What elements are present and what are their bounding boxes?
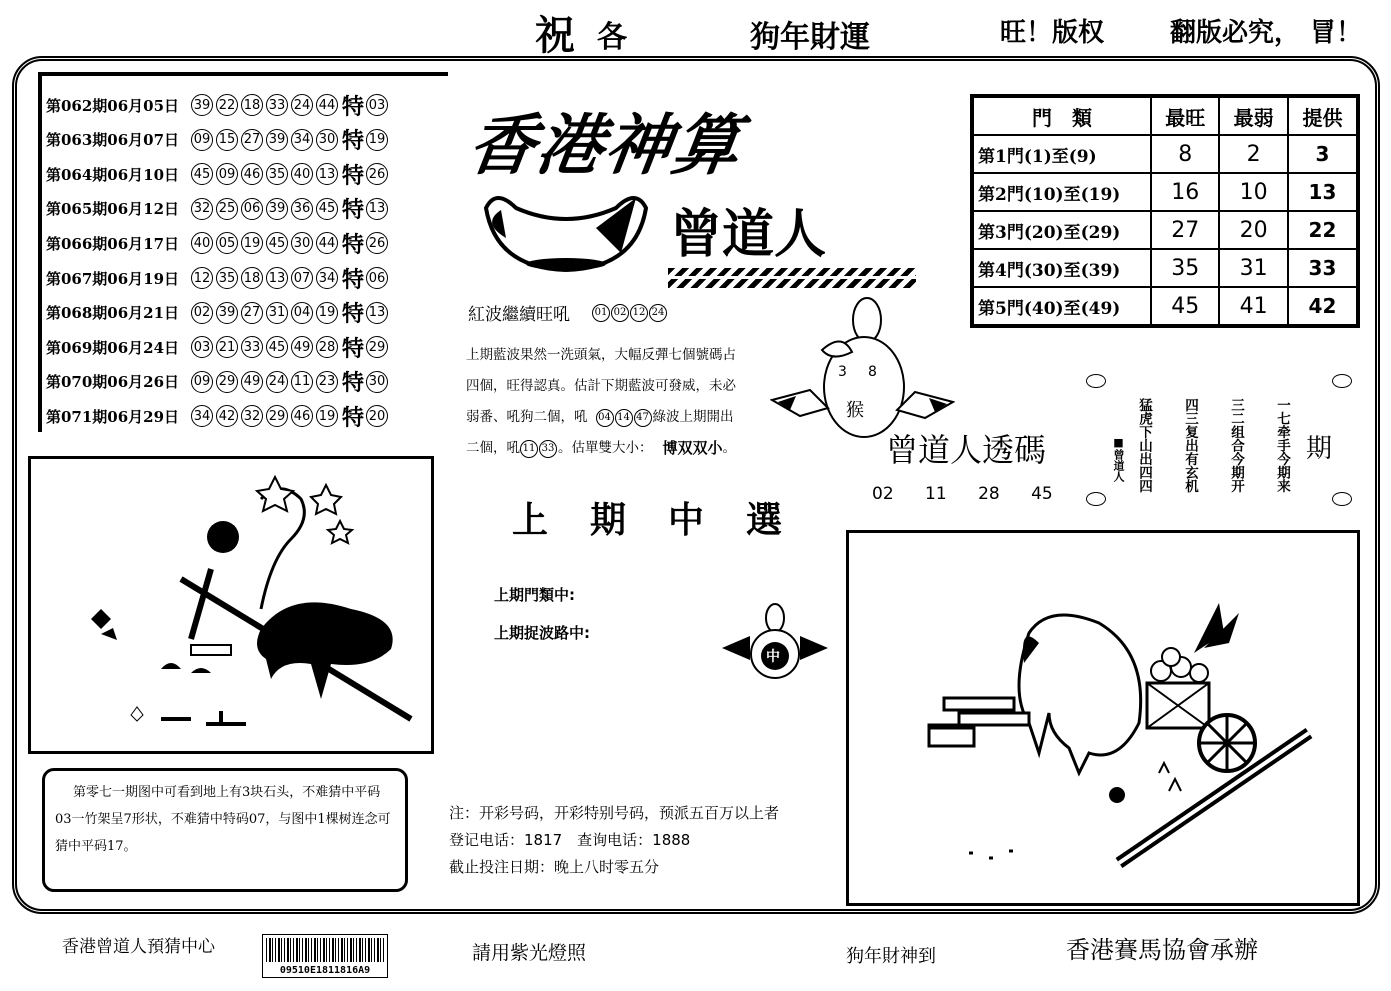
special-label: 特 (342, 197, 365, 224)
doors-row (972, 135, 1358, 173)
special-number-ball: 06 (366, 267, 388, 289)
number-ball: 33 (241, 336, 263, 358)
analysis-line-3a: 弱番、吼狗二個，吼 (466, 409, 588, 425)
number-ball: 34 (291, 129, 313, 151)
monkey-number-1: 3 (838, 364, 847, 380)
number-ball: 04 (291, 302, 313, 324)
odd-even-prediction: 博双双小 (662, 439, 723, 457)
monkey-char: 猴 (846, 400, 864, 421)
riddle-hint-text: 第零七一期图中可看到地上有3块石头，不难猜中平码03一竹架呈7形状，不难猜中特码07，与图中1棵树连念可猜中平码17。 (55, 785, 391, 854)
small-number-ball: 33 (539, 440, 557, 458)
small-number-ball: 12 (630, 304, 648, 322)
history-row (46, 192, 391, 226)
special-number-ball: 26 (366, 232, 388, 254)
doors-cell-door: 第3門(20)至(29) (972, 211, 1151, 249)
doors-row (972, 249, 1358, 287)
number-ball: 27 (241, 302, 263, 324)
number-ball: 18 (241, 267, 263, 289)
history-results (38, 72, 448, 432)
poem-author: ■曾道人 (1112, 436, 1125, 482)
number-ball: 06 (241, 198, 263, 220)
analysis-line-4a: 二個，吼 (466, 440, 520, 456)
decor-oval (1086, 492, 1106, 506)
special-label: 特 (342, 162, 365, 189)
number-ball: 44 (316, 232, 338, 254)
doors-cell-provide: 22 (1288, 211, 1358, 249)
doors-cell-door: 第4門(30)至(39) (972, 249, 1151, 287)
riddle-picture-left (28, 456, 434, 754)
small-number-ball: 01 (592, 304, 610, 322)
history-row (46, 399, 391, 433)
analysis-line-2: 四個，旺得認真。估計下期藍波可發威，未必 (466, 378, 736, 394)
banner-text-2: 狗年財運 (750, 20, 870, 55)
history-row-label: 第062期06月05日 (46, 96, 180, 115)
poem-line-4: 猛虎下山出四四 (1136, 398, 1152, 493)
small-number-ball: 11 (520, 440, 538, 458)
number-ball: 40 (191, 232, 213, 254)
history-row-label: 第067期06月19日 (46, 269, 180, 288)
doors-cell-max: 35 (1151, 249, 1219, 287)
doors-cell-min: 20 (1219, 211, 1287, 249)
number-ball: 33 (266, 94, 288, 116)
banner-text-5: 冒！ (1310, 18, 1363, 48)
special-label: 特 (342, 404, 365, 431)
special-number-ball: 20 (366, 405, 388, 427)
number-ball: 46 (241, 163, 263, 185)
number-ball: 30 (291, 232, 313, 254)
doors-row (972, 287, 1358, 326)
banner-blessing-char: 祝 (535, 12, 575, 59)
number-ball: 22 (216, 94, 238, 116)
number-ball: 46 (291, 405, 313, 427)
footer-dog-year: 狗年財神到 (846, 946, 936, 967)
analysis-line-3b: 綠波上期開出 (652, 409, 734, 425)
doors-cell-min: 31 (1219, 249, 1287, 287)
subtitle: 曾道人 (670, 204, 827, 265)
number-ball: 30 (316, 129, 338, 151)
special-number-ball: 13 (366, 302, 388, 324)
banner-text-4: 翻版必究， (1170, 18, 1301, 48)
special-label: 特 (342, 266, 365, 293)
analysis-line-4-balls (520, 440, 558, 458)
number-ball: 35 (216, 267, 238, 289)
special-label: 特 (342, 335, 365, 362)
reveal-numbers: 02 11 28 45 (872, 484, 1053, 504)
number-ball: 21 (216, 336, 238, 358)
notes-line-3: 截止投注日期：晚上八时零五分 (449, 858, 660, 876)
number-ball: 40 (291, 163, 313, 185)
doors-cell-door: 第1門(1)至(9) (972, 135, 1151, 173)
number-ball: 39 (216, 302, 238, 324)
number-ball: 24 (266, 371, 288, 393)
number-ball: 29 (266, 405, 288, 427)
history-row (46, 296, 391, 330)
number-ball: 11 (291, 371, 313, 393)
special-label: 特 (342, 231, 365, 258)
doors-cell-min: 10 (1219, 173, 1287, 211)
special-number-ball: 29 (366, 336, 388, 358)
barcode (262, 934, 388, 978)
special-number-ball: 03 (366, 94, 388, 116)
special-label: 特 (342, 128, 365, 155)
decor-oval (1086, 374, 1106, 388)
footer-jockey-club: 香港賽馬協會承辦 (1066, 936, 1258, 964)
doors-cell-max: 16 (1151, 173, 1219, 211)
doors-cell-door: 第2門(10)至(19) (972, 173, 1151, 211)
history-row-label: 第066期06月17日 (46, 234, 180, 253)
history-row (46, 123, 391, 157)
last-wave-label: 上期捉波路中: (494, 624, 590, 642)
special-number-ball: 13 (366, 198, 388, 220)
doors-cell-provide: 13 (1288, 173, 1358, 211)
history-row-label: 第065期06月12日 (46, 200, 180, 219)
decor-stripe-gap (668, 276, 916, 279)
doors-header-cell: 最旺 (1151, 96, 1219, 135)
history-row-label: 第071期06月29日 (46, 407, 180, 426)
number-ball: 39 (266, 129, 288, 151)
analysis-line-3 (466, 402, 766, 433)
number-ball: 45 (266, 232, 288, 254)
decor-oval (1332, 492, 1352, 506)
doors-cell-provide: 33 (1288, 249, 1358, 287)
doors-cell-min: 2 (1219, 135, 1287, 173)
lottery-notes (449, 800, 779, 881)
number-ball: 28 (316, 336, 338, 358)
special-label: 特 (342, 370, 365, 397)
special-number-ball: 26 (366, 163, 388, 185)
doors-table (970, 94, 1360, 328)
zhong-gourd-icon (720, 598, 830, 687)
number-ball: 34 (316, 267, 338, 289)
doors-header-row (972, 96, 1358, 135)
gold-ingot-icon (476, 178, 656, 282)
ribbon-right-icon (895, 382, 955, 426)
number-ball: 35 (266, 163, 288, 185)
number-ball: 25 (216, 198, 238, 220)
doors-header-cell: 最弱 (1219, 96, 1287, 135)
number-ball: 49 (241, 371, 263, 393)
number-ball: 07 (291, 267, 313, 289)
number-ball: 27 (241, 129, 263, 151)
doors-cell-max: 27 (1151, 211, 1219, 249)
doors-header-cell: 提供 (1288, 96, 1358, 135)
small-number-ball: 02 (611, 304, 629, 322)
number-ball: 34 (191, 405, 213, 427)
monkey-number-2: 8 (868, 364, 877, 380)
special-number-ball: 19 (366, 129, 388, 151)
doors-header-cell: 門 類 (972, 96, 1151, 135)
poem-line-3: 四三复出有玄机 (1182, 398, 1198, 493)
doors-row (972, 173, 1358, 211)
number-ball: 42 (216, 405, 238, 427)
number-ball: 24 (291, 94, 313, 116)
history-row-label: 第064期06月10日 (46, 165, 180, 184)
special-label: 特 (342, 301, 365, 328)
history-row (46, 330, 391, 364)
number-ball: 49 (291, 336, 313, 358)
number-ball: 09 (191, 371, 213, 393)
number-ball: 31 (266, 302, 288, 324)
doors-cell-max: 8 (1151, 135, 1219, 173)
barcode-number: 09510E1811816A9 (279, 965, 371, 976)
number-ball: 03 (191, 336, 213, 358)
analysis-line-4-end: 。 (722, 440, 737, 456)
barcode-bars (266, 938, 384, 962)
number-ball: 09 (216, 163, 238, 185)
number-ball: 44 (316, 94, 338, 116)
last-hit-title: 上期中選 (512, 499, 825, 541)
top-banner (0, 0, 1391, 59)
small-number-ball: 14 (615, 409, 633, 427)
notes-line-1: 注：开彩号码，开彩特别号码，预派五百万以上者 (449, 804, 780, 822)
redwave-line (468, 300, 668, 325)
number-ball: 15 (216, 129, 238, 151)
doors-cell-door: 第5門(40)至(49) (972, 287, 1151, 326)
number-ball: 45 (266, 336, 288, 358)
history-row-label: 第063期06月07日 (46, 131, 180, 150)
riddle-picture-right (846, 530, 1360, 906)
small-number-ball: 04 (596, 409, 614, 427)
number-ball: 13 (266, 267, 288, 289)
doors-row (972, 211, 1358, 249)
number-ball: 12 (191, 267, 213, 289)
number-ball: 32 (241, 405, 263, 427)
main-title: 香港神算 (463, 106, 747, 184)
decor-oval (1332, 374, 1352, 388)
poem-line-2: 三二组合今期开 (1228, 398, 1244, 493)
footer-prediction-center: 香港曾道人預猜中心 (62, 937, 215, 957)
banner-text-3: 旺！版权 (1000, 18, 1105, 48)
notes-line-2: 登记电话：1817 查询电话：1888 (449, 831, 691, 849)
footer-uv-light: 請用紫光燈照 (472, 942, 587, 964)
zhong-char: 中 (766, 649, 780, 665)
history-row (46, 261, 391, 295)
special-label: 特 (342, 93, 365, 120)
last-door-label: 上期門類中: (494, 586, 575, 604)
history-row-label: 第069期06月24日 (46, 338, 180, 357)
number-ball: 23 (316, 371, 338, 393)
number-ball: 13 (316, 163, 338, 185)
ribbon-left-icon (770, 380, 830, 424)
number-ball: 18 (241, 94, 263, 116)
small-number-ball: 47 (634, 409, 652, 427)
doors-cell-max: 45 (1151, 287, 1219, 326)
analysis-paragraph (466, 340, 766, 464)
poem-period: 期 (1306, 434, 1333, 464)
history-row-label: 第070期06月26日 (46, 373, 180, 392)
reveal-title: 曾道人透碼 (886, 431, 1047, 469)
number-ball: 29 (216, 371, 238, 393)
poem-line-1: 一七牵手今期来 (1274, 398, 1290, 493)
doors-cell-min: 41 (1219, 287, 1287, 326)
small-number-ball: 24 (649, 304, 667, 322)
special-number-ball: 30 (366, 371, 388, 393)
number-ball: 05 (216, 232, 238, 254)
number-ball: 36 (291, 198, 313, 220)
number-ball: 19 (241, 232, 263, 254)
banner-text-1: 各 (597, 20, 627, 55)
history-row (46, 88, 391, 122)
history-row-label: 第068期06月21日 (46, 304, 180, 323)
history-row (46, 226, 391, 260)
doors-cell-provide: 42 (1288, 287, 1358, 326)
analysis-line-4b: 。估單雙大小： (558, 440, 653, 456)
history-row (46, 157, 391, 191)
number-ball: 19 (316, 302, 338, 324)
riddle-hint-box (42, 768, 408, 892)
history-row (46, 365, 391, 399)
number-ball: 02 (191, 302, 213, 324)
number-ball: 09 (191, 129, 213, 151)
analysis-line-3-balls (596, 409, 653, 427)
doors-cell-provide: 3 (1288, 135, 1358, 173)
number-ball: 45 (191, 163, 213, 185)
number-ball: 39 (191, 94, 213, 116)
analysis-line-1: 上期藍波果然一洗頭氣，大幅反彈七個號碼占 (466, 347, 736, 363)
number-ball: 45 (316, 198, 338, 220)
redwave-text: 紅波繼續旺吼 (468, 305, 570, 325)
analysis-line-4 (466, 433, 766, 464)
number-ball: 32 (191, 198, 213, 220)
number-ball: 39 (266, 198, 288, 220)
number-ball: 19 (316, 405, 338, 427)
